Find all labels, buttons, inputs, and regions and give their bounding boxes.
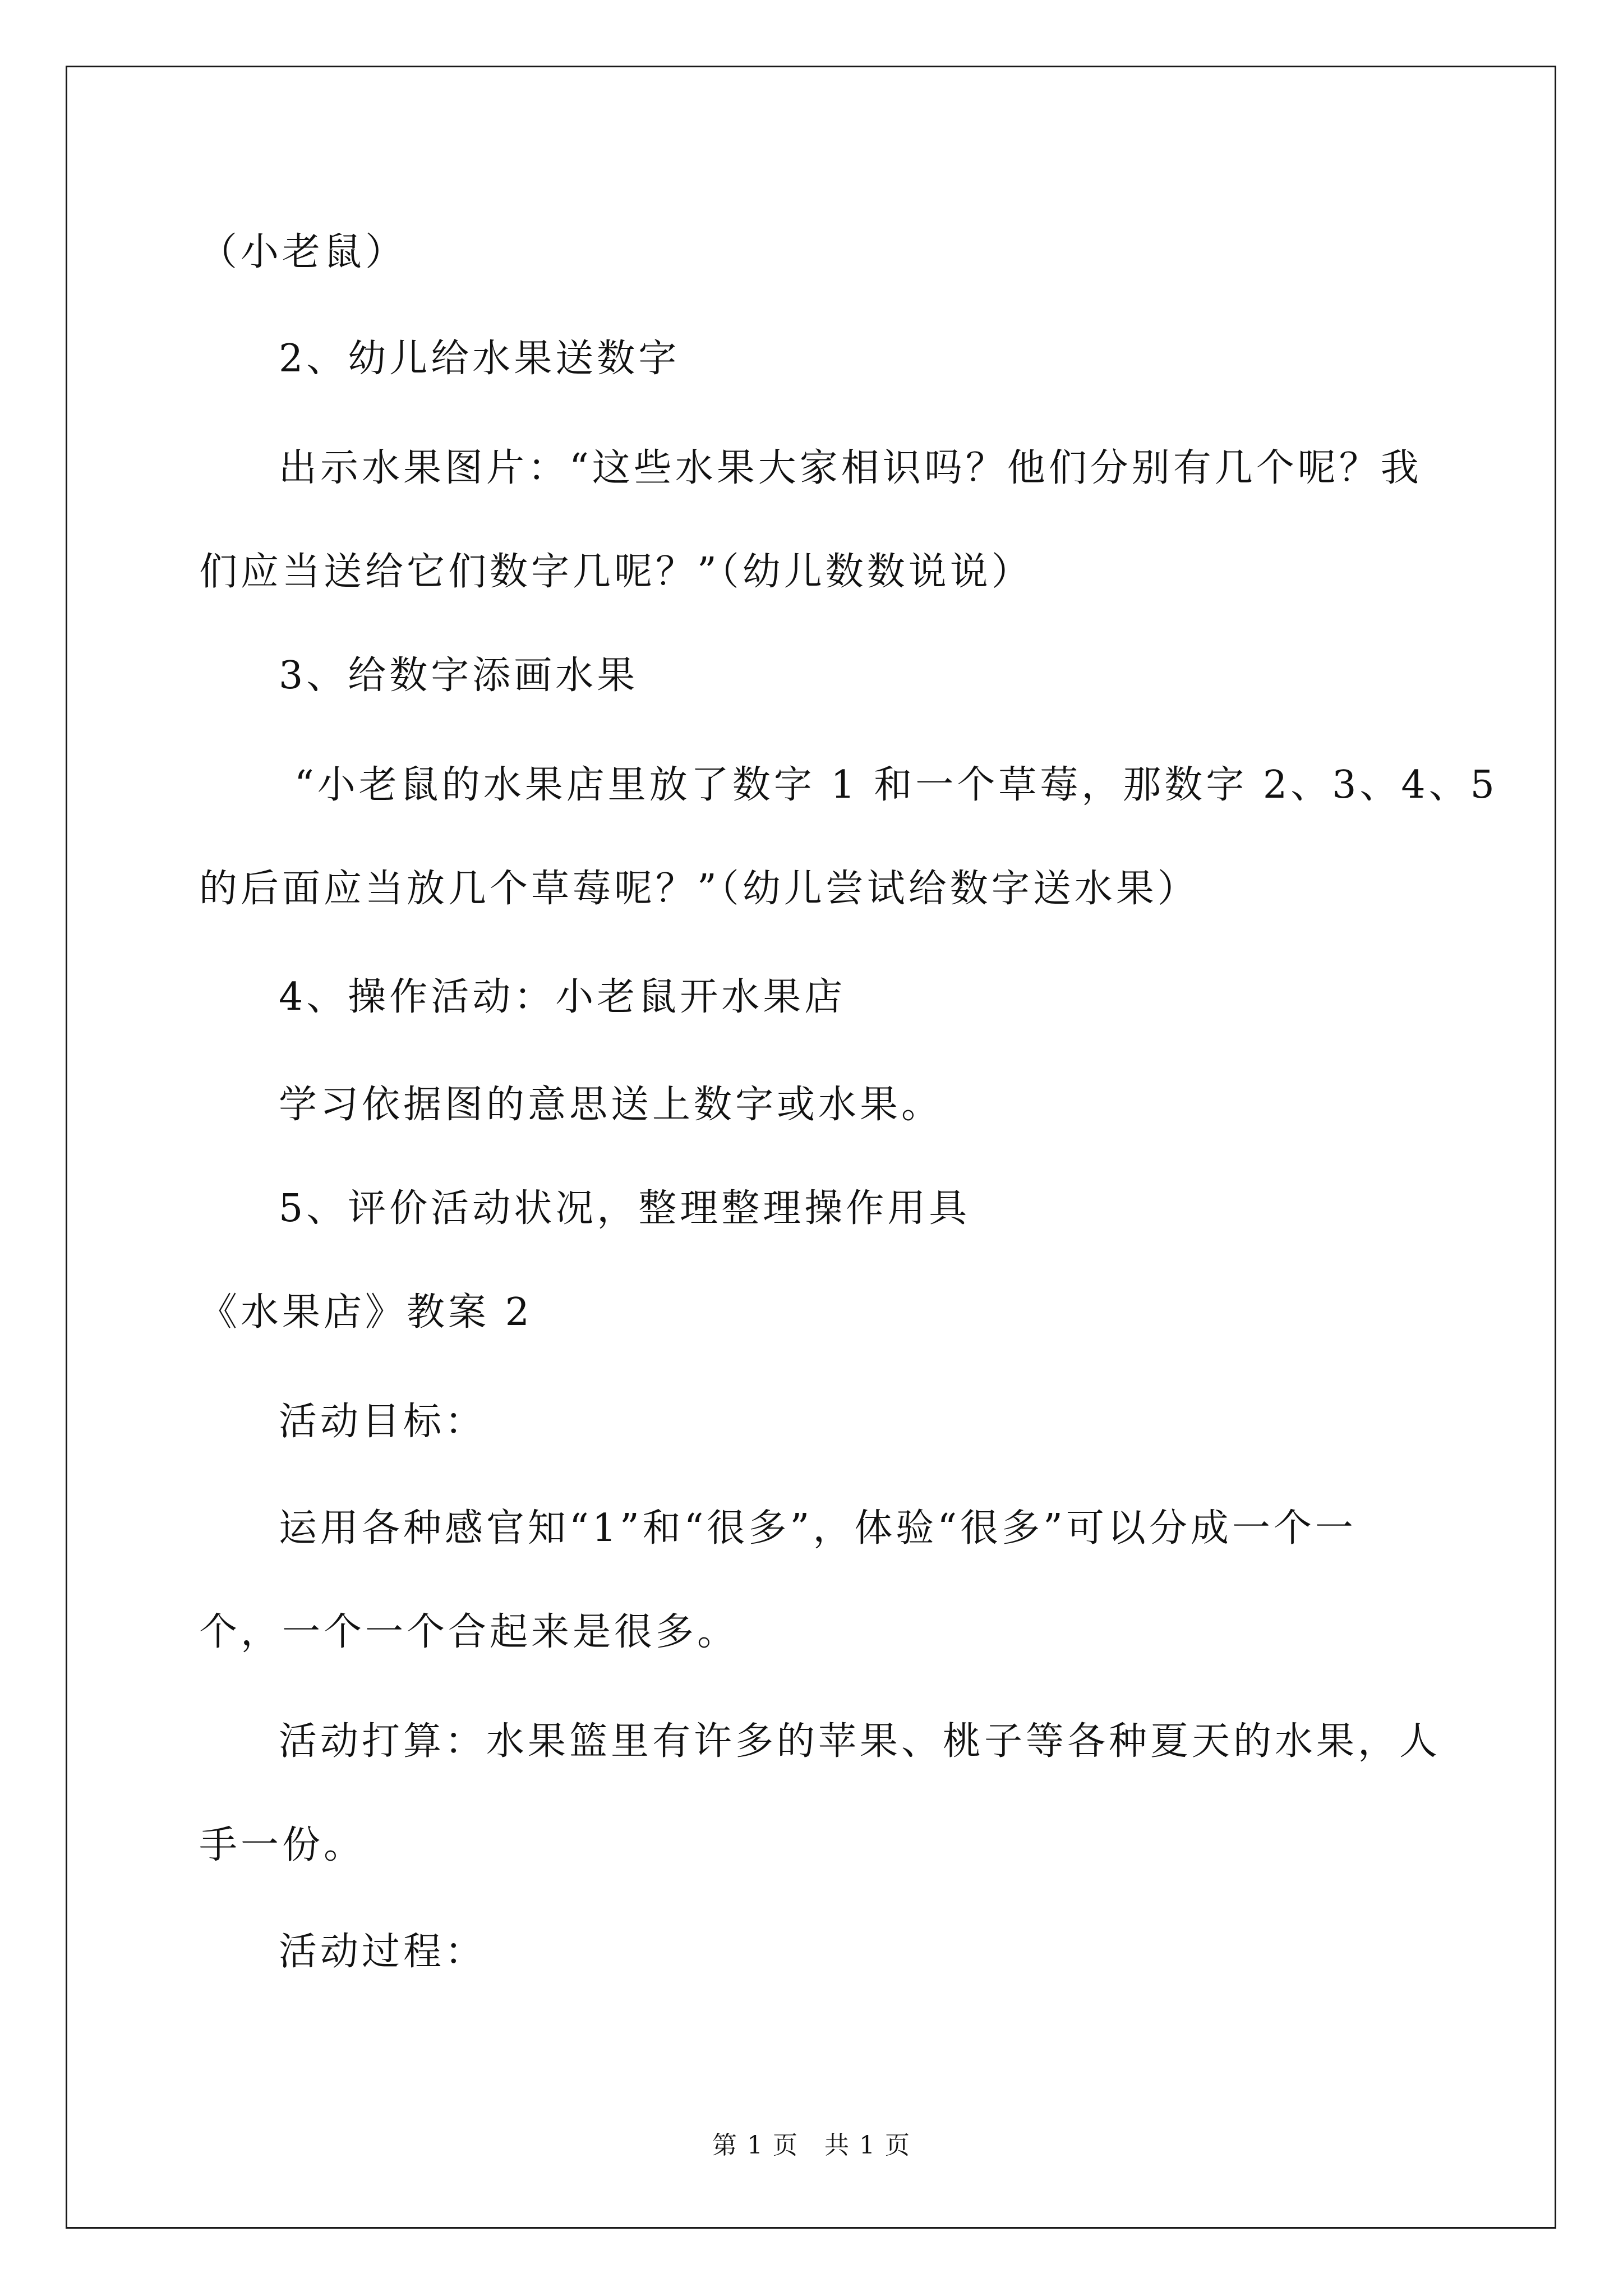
section-heading: 2、幼儿给水果送数字 bbox=[279, 337, 680, 381]
paragraph-line: 活动打算：水果篮里有许多的苹果、桃子等各种夏天的水果，人 bbox=[279, 1719, 1441, 1764]
paragraph-line: 手一份。 bbox=[199, 1823, 366, 1867]
page-number: 第 1 页 共 1 页 bbox=[712, 2131, 911, 2160]
text-line: （小老鼠） bbox=[199, 230, 407, 274]
document-title: 《水果店》教案 2 bbox=[199, 1290, 533, 1335]
paragraph-line: 出示水果图片：“这些水果大家相识吗？他们分别有几个呢？我 bbox=[279, 446, 1422, 490]
paragraph-line: 个，一个一个合起来是很多。 bbox=[199, 1610, 739, 1654]
paragraph-line: 们应当送给它们数字几呢？”（幼儿数数说说） bbox=[199, 550, 1033, 594]
section-heading: 活动过程： bbox=[279, 1930, 487, 1974]
page-border bbox=[66, 66, 1556, 2229]
paragraph-line: 学习依据图的意思送上数字或水果。 bbox=[279, 1083, 943, 1127]
paragraph-line: 的后面应当放几个草莓呢？”（幼儿尝试给数字送水果） bbox=[199, 867, 1199, 911]
section-heading: 5、评价活动状况，整理整理操作用具 bbox=[279, 1186, 971, 1231]
section-heading: 3、给数字添画水果 bbox=[279, 654, 639, 698]
section-heading: 活动目标： bbox=[279, 1400, 487, 1444]
paragraph-line: “小老鼠的水果店里放了数字 1 和一个草莓，那数字 2、3、4、5 bbox=[294, 763, 1498, 807]
paragraph-line: 运用各种感官知“1”和“很多”，体验“很多”可以分成一个一 bbox=[279, 1506, 1357, 1550]
section-heading: 4、操作活动：小老鼠开水果店 bbox=[279, 975, 846, 1019]
